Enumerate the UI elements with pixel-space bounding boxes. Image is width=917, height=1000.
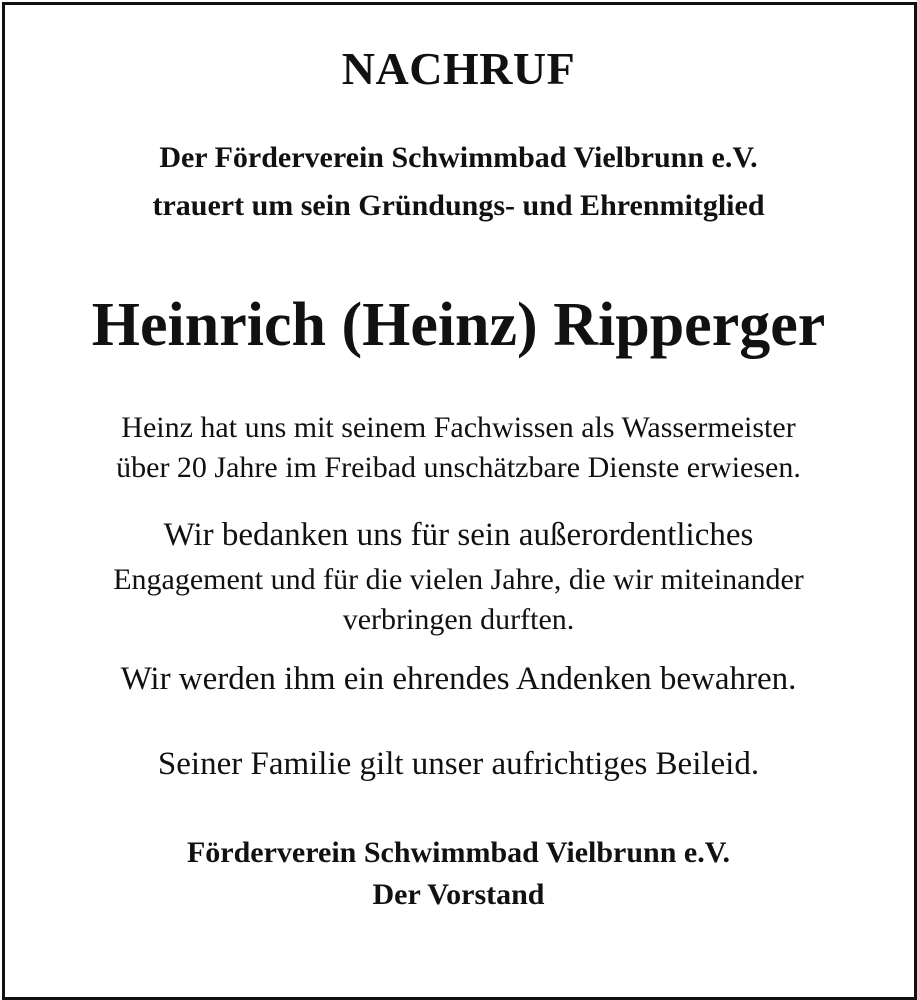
signature-line-1: Förderverein Schwimmbad Vielbrunn e.V.	[186, 836, 731, 869]
intro-line-2: trauert um sein Gründungs- und Ehrenmitglied	[152, 189, 765, 222]
paragraph-2-line-2: Engagement und für die vielen Jahre, die wir miteinander	[113, 563, 804, 596]
deceased-name: Heinrich (Heinz) Ripperger	[91, 291, 826, 359]
paragraph-2-line-1: Wir bedanken uns für sein außerordentliches	[163, 517, 754, 553]
signature-line-2: Der Vorstand	[372, 878, 545, 911]
paragraph-1-line-1: Heinz hat uns mit seinem Fachwissen als Wassermeister	[121, 411, 796, 444]
paragraph-4: Seiner Familie gilt unser aufrichtiges Beileid.	[157, 746, 760, 782]
paragraph-1-line-2: über 20 Jahre im Freibad unschätzbare Dienste erwiesen.	[116, 451, 801, 484]
intro-line-1: Der Förderverein Schwimmbad Vielbrunn e.V.	[159, 141, 758, 174]
obituary-title: NACHRUF	[341, 43, 576, 94]
paragraph-3: Wir werden ihm ein ehrendes Andenken bewahren.	[120, 661, 797, 697]
paragraph-2-line-3: verbringen durften.	[342, 603, 575, 636]
